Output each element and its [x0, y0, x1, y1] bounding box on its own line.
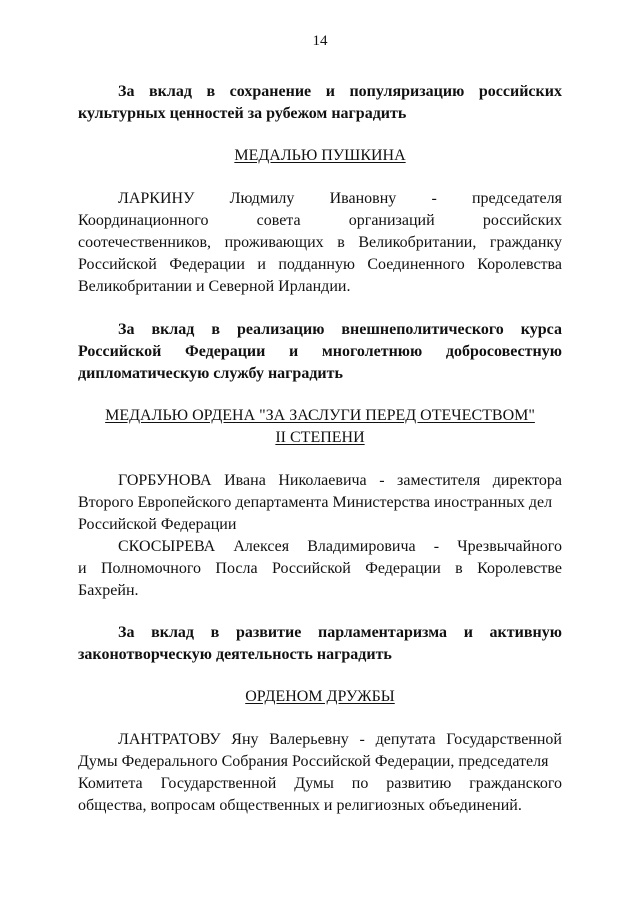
- word: в: [211, 321, 220, 338]
- word: в: [210, 624, 220, 641]
- word: вклад: [151, 321, 195, 338]
- word: и: [78, 560, 87, 577]
- word: и: [289, 343, 299, 360]
- awardee-larkina-line-3: [78, 233, 562, 253]
- word: Российской: [78, 343, 162, 360]
- word: и: [325, 83, 335, 100]
- preamble-3-line-1: [118, 623, 562, 643]
- word: в: [337, 234, 345, 251]
- word: и: [463, 624, 473, 641]
- word: парламентаризма: [317, 624, 448, 641]
- word: в: [206, 83, 216, 100]
- preamble-1-line-1: [118, 82, 562, 102]
- word: ЛАНТРАТОВУ: [118, 731, 221, 748]
- awardee-gorbunov-line-1: [118, 471, 562, 491]
- word: добросовестную: [445, 343, 562, 360]
- word: реализацию: [236, 321, 325, 338]
- word: соотечественников,: [78, 234, 211, 251]
- word: Российской: [271, 560, 351, 577]
- preamble-3-line-2: законотворческую деятельность наградить: [78, 646, 392, 663]
- word: заместителя: [397, 472, 481, 489]
- word: организаций: [348, 212, 435, 229]
- word: активную: [489, 624, 562, 641]
- word: Координационного: [78, 212, 209, 229]
- word: проживающих: [224, 234, 324, 251]
- preamble-2-line-1: [118, 320, 562, 340]
- word: гражданку: [489, 234, 562, 251]
- award-title-order-of-friendship: ОРДЕНОМ ДРУЖБЫ: [245, 688, 395, 705]
- word: -: [379, 472, 385, 489]
- word: Государственной: [160, 775, 277, 792]
- word: совета: [256, 212, 301, 229]
- word: Федерации: [365, 560, 441, 577]
- word: популяризацию: [349, 83, 465, 100]
- word: Соединенного: [367, 256, 465, 273]
- word: За: [118, 321, 135, 338]
- word: внешнеполитического: [341, 321, 504, 338]
- awardee-lantratova-line-1: [118, 730, 562, 750]
- word: многолетнюю: [321, 343, 423, 360]
- award-title-pushkin-medal: МЕДАЛЬЮ ПУШКИНА: [234, 147, 406, 164]
- word: ГОРБУНОВА: [118, 472, 212, 489]
- word: Федерации: [184, 343, 266, 360]
- word: Людмилу: [229, 190, 295, 207]
- word: Ивана: [224, 472, 266, 489]
- awardee-gorbunov-line-3: Российской Федерации: [78, 516, 237, 533]
- word: и: [257, 256, 266, 273]
- word: Яну: [231, 731, 259, 748]
- word: Думы: [294, 775, 334, 792]
- word: развитию: [386, 775, 452, 792]
- word: гражданского: [469, 775, 562, 792]
- word: развитие: [235, 624, 302, 641]
- awardee-skosyrev-line-3: Бахрейн.: [78, 582, 139, 599]
- award-title-degree: II СТЕПЕНИ: [275, 429, 365, 446]
- page-number: 14: [312, 33, 328, 49]
- awardee-skosyrev-line-2: [78, 559, 562, 579]
- word: вклад: [151, 624, 195, 641]
- word: Федерации: [169, 256, 245, 273]
- word: по: [351, 775, 369, 792]
- awardee-skosyrev-line-1: [118, 537, 562, 557]
- awardee-larkina-line-1: [118, 189, 562, 209]
- word: председателя: [471, 190, 562, 207]
- word: Великобритании,: [358, 234, 477, 251]
- word: СКОСЫРЕВА: [118, 538, 216, 555]
- preamble-1-line-2: культурных ценностей за рубежом наградить: [78, 105, 407, 122]
- word: Государственной: [446, 731, 562, 748]
- word: Российской: [78, 256, 157, 273]
- awardee-lantratova-line-2: Думы Федерального Собрания Российской Федерации, председателя: [78, 753, 549, 770]
- word: курса: [520, 321, 562, 338]
- preamble-2-line-3: дипломатическую службу наградить: [78, 365, 343, 382]
- word: российских: [482, 212, 562, 229]
- awardee-larkina-line-4: [78, 255, 562, 275]
- word: Чрезвычайного: [457, 538, 562, 555]
- word: Владимировича: [307, 538, 416, 555]
- awardee-lantratova-line-4: общества, вопросам общественных и религиозных объединений.: [78, 797, 522, 814]
- word: депутата: [375, 731, 436, 748]
- word: Ивановну: [329, 190, 397, 207]
- word: За: [118, 83, 135, 100]
- preamble-2-line-2: [78, 342, 562, 362]
- word: Николаевича: [278, 472, 367, 489]
- word: Посла: [215, 560, 258, 577]
- awardee-lantratova-line-3: [78, 774, 562, 794]
- awardee-gorbunov-line-2: Второго Европейского департамента Министерства иностранных дел: [78, 494, 553, 511]
- word: Королевстве: [477, 560, 562, 577]
- word: Полномочного: [100, 560, 202, 577]
- word: сохранение: [229, 83, 312, 100]
- word: -: [431, 190, 437, 207]
- word: Алексея: [233, 538, 290, 555]
- word: директора: [492, 472, 562, 489]
- award-title-order-merit-medal: МЕДАЛЬЮ ОРДЕНА "ЗА ЗАСЛУГИ ПЕРЕД ОТЕЧЕСТВОМ": [105, 407, 535, 424]
- word: -: [433, 538, 440, 555]
- word: вклад: [149, 83, 192, 100]
- word: Королевства: [477, 256, 562, 273]
- awardee-larkina-line-5: Великобритании и Северной Ирландии.: [78, 278, 351, 295]
- word: российских: [478, 83, 562, 100]
- awardee-larkina-line-2: [78, 211, 562, 231]
- word: За: [118, 624, 135, 641]
- word: -: [359, 731, 365, 748]
- word: Валерьевну: [269, 731, 349, 748]
- word: Комитета: [78, 775, 143, 792]
- word: подданную: [278, 256, 355, 273]
- word: в: [455, 560, 463, 577]
- word: ЛАРКИНУ: [118, 190, 195, 207]
